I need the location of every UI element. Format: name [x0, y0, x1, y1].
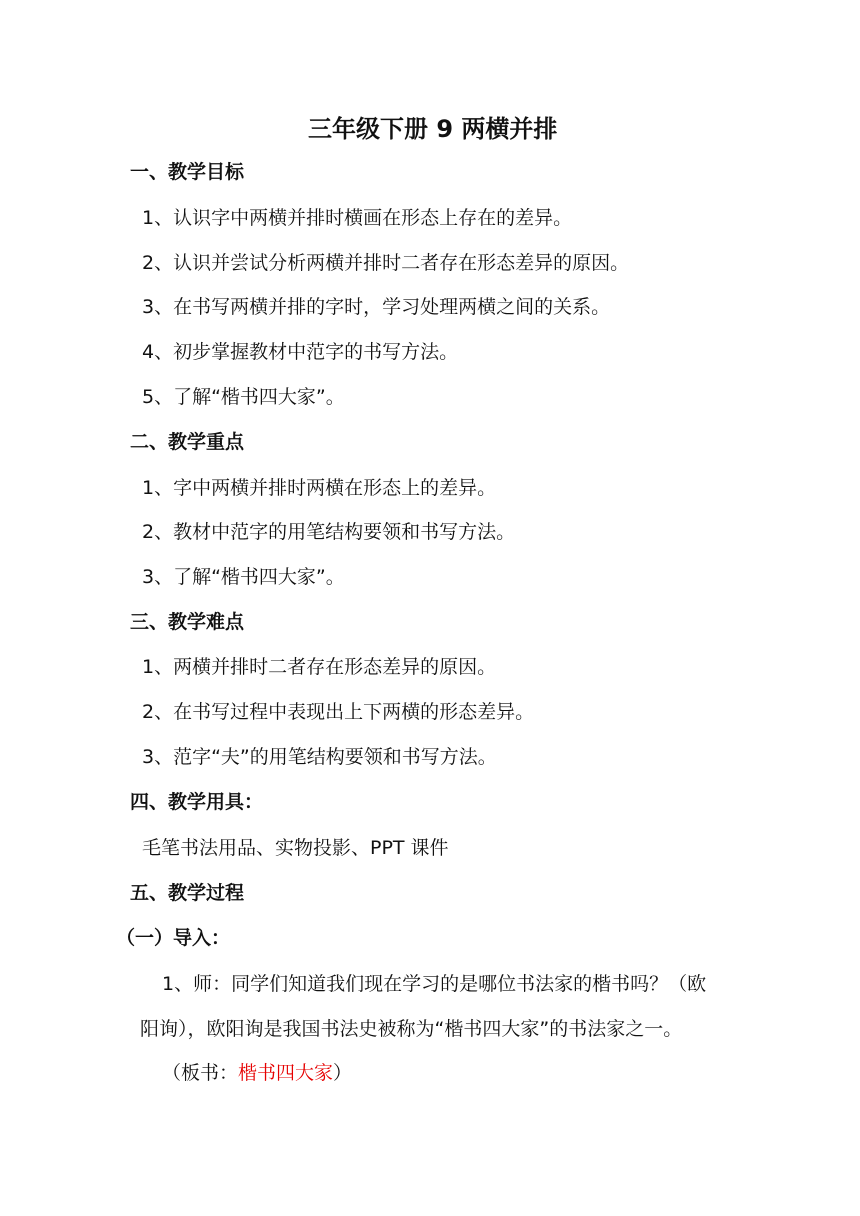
- intro-paragraph-line-1: 1、师：同学们知道我们现在学习的是哪位书法家的楷书吗？（欧: [162, 973, 707, 995]
- section-heading-key-points: 二、教学重点: [130, 431, 245, 453]
- key-point-item: 3、了解“楷书四大家”。: [142, 566, 345, 588]
- difficulty-item: 2、在书写过程中表现出上下两横的形态差异。: [142, 701, 535, 723]
- board-note: [162, 1061, 352, 1085]
- section-heading-difficulties: 三、教学难点: [130, 611, 245, 633]
- objective-item: 5、了解“楷书四大家”。: [142, 386, 345, 408]
- board-note-open: （板书：: [162, 1062, 239, 1084]
- section-heading-process: 五、教学过程: [130, 882, 245, 904]
- objective-item: 3、在书写两横并排的字时，学习处理两横之间的关系。: [142, 296, 611, 318]
- key-point-item: 1、字中两横并排时两横在形态上的差异。: [142, 477, 497, 499]
- objective-item: 2、认识并尝试分析两横并排时二者存在形态差异的原因。: [142, 252, 630, 274]
- difficulty-item: 1、两横并排时二者存在形态差异的原因。: [142, 656, 497, 678]
- difficulty-item: 3、范字“夫”的用笔结构要领和书写方法。: [142, 746, 497, 768]
- intro-paragraph-line-2: 阳询），欧阳询是我国书法史被称为“楷书四大家”的书法家之一。: [140, 1018, 683, 1040]
- board-note-highlight: 楷书四大家: [238, 1062, 334, 1084]
- section-heading-tools: 四、教学用具：: [130, 791, 264, 813]
- objective-item: 4、初步掌握教材中范字的书写方法。: [142, 341, 459, 363]
- objective-item: 1、认识字中两横并排时横画在形态上存在的差异。: [142, 207, 573, 229]
- tools-text: 毛笔书法用品、实物投影、PPT 课件: [142, 837, 449, 859]
- key-point-item: 2、教材中范字的用笔结构要领和书写方法。: [142, 521, 516, 543]
- page-title: 三年级下册 9 两横并排: [308, 115, 558, 143]
- board-note-close: ）: [333, 1062, 353, 1084]
- section-heading-objectives: 一、教学目标: [130, 161, 245, 183]
- subsection-heading-intro: （一）导入：: [116, 927, 231, 949]
